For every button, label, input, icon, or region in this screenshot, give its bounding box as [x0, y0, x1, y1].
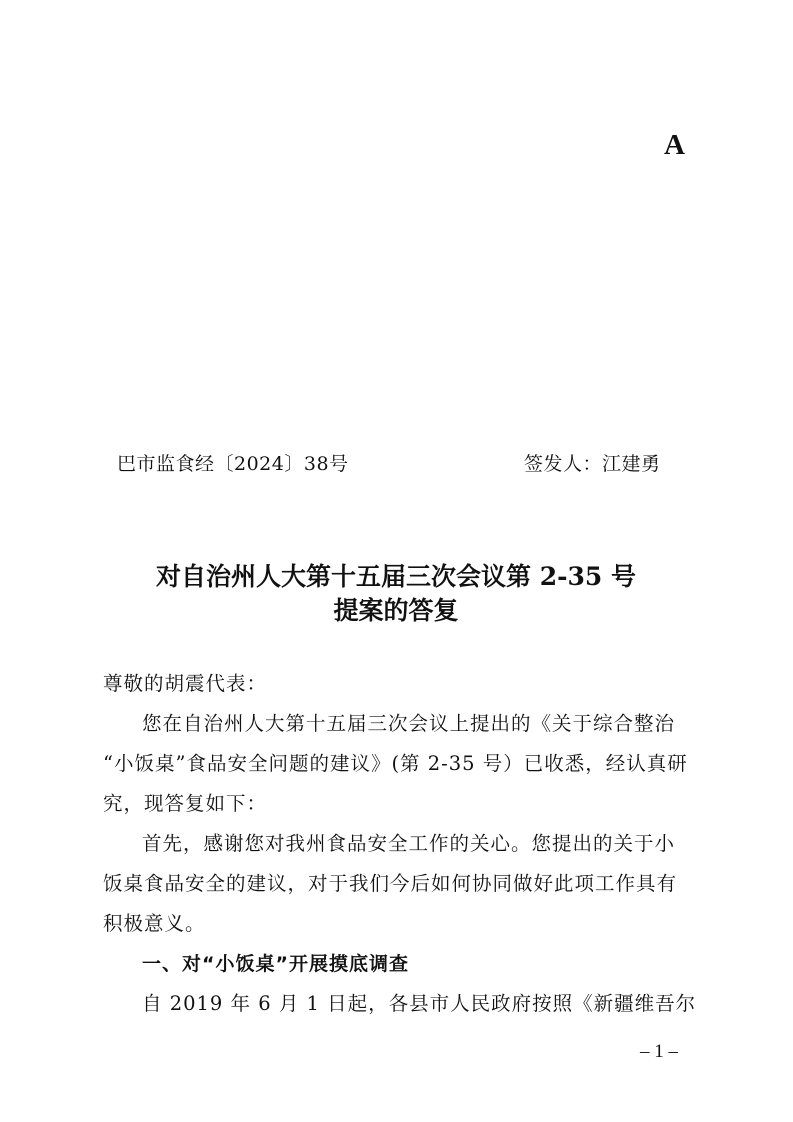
salutation: 尊敬的胡震代表： — [103, 672, 268, 695]
body-line: 自 2019 年 6 月 1 日起，各县市人民政府按照《新疆维吾尔 — [142, 992, 697, 1015]
section-heading: 一、对“小饭桌”开展摸底调查 — [142, 953, 409, 975]
document-title-line-2: 提案的答复 — [333, 596, 459, 625]
body-line: “小饭桌”食品安全问题的建议》(第 2-35 号）已收悉，经认真研 — [103, 752, 688, 775]
body-line: 究，现答复如下： — [103, 792, 268, 815]
body-line: 饭桌食品安全的建议，对于我们今后如何协同做好此项工作具有 — [103, 872, 678, 895]
body-line: 您在自治州人大第十五届三次会议上提出的《关于综合整治 — [142, 712, 676, 735]
body-line: 首先，感谢您对我州食品安全工作的关心。您提出的关于小 — [142, 832, 676, 855]
document-title-line-1: 对自治州人大第十五届三次会议第 2-35 号 — [156, 562, 636, 591]
signer: 签发人：江建勇 — [524, 453, 661, 475]
body-line: 积极意义。 — [103, 912, 206, 935]
document-number: 巴市监食经〔2024〕38号 — [117, 453, 349, 475]
security-grade-mark: A — [664, 129, 685, 161]
page-number: – 1 – — [640, 1041, 678, 1062]
